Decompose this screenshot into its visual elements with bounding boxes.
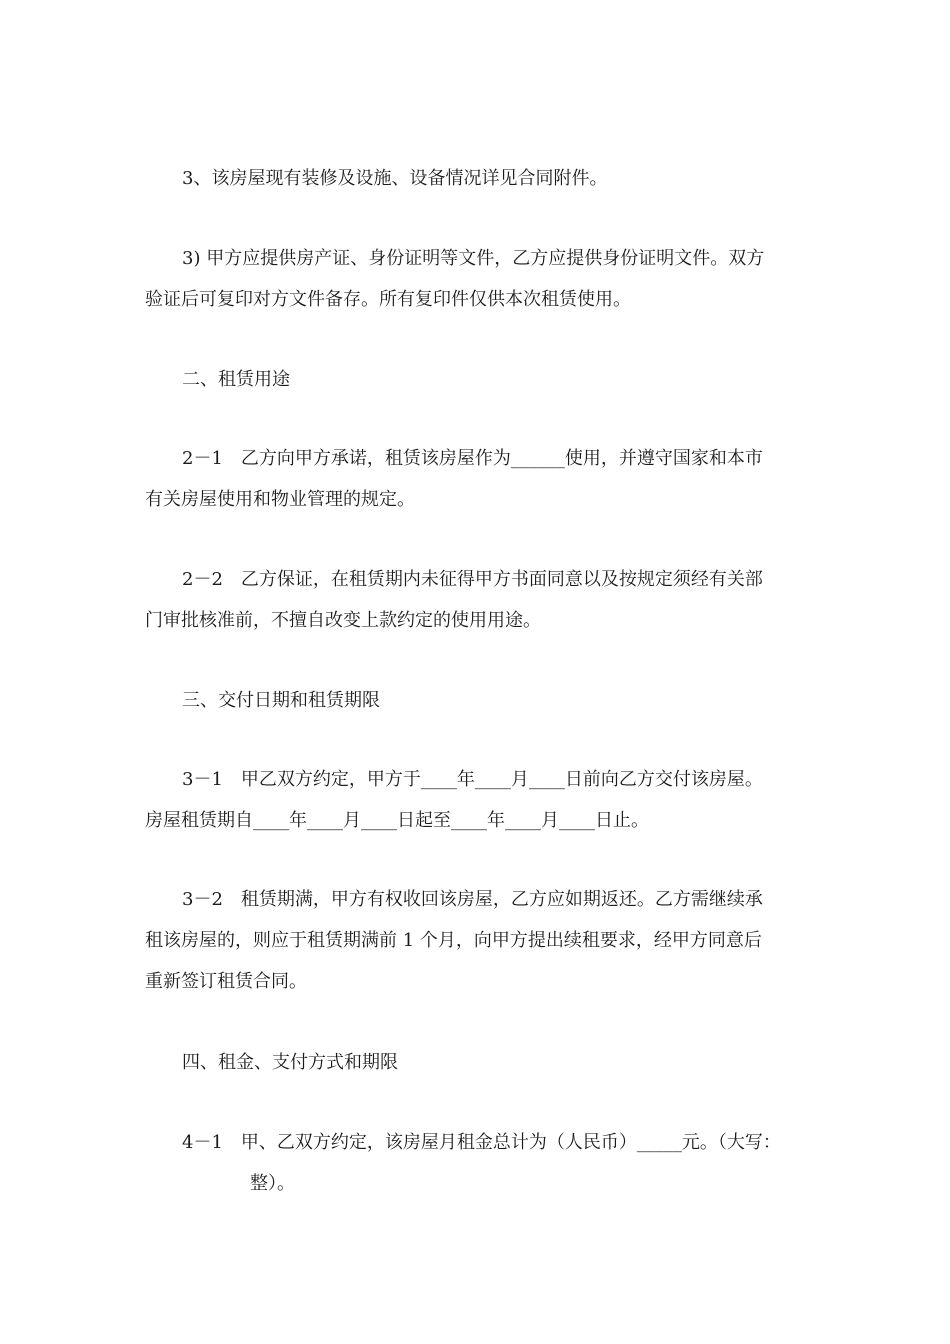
heading-text: 二、租赁用途: [182, 369, 290, 390]
text-line: 租该房屋的，则应于租赁期满前 1 个月，向甲方提出续租要求，经甲方同意后: [145, 930, 762, 951]
text-line: 整）。: [250, 1173, 295, 1194]
text-line: 有关房屋使用和物业管理的规定。: [145, 489, 415, 510]
text-line: 重新签订租赁合同。: [145, 971, 307, 992]
text-line: 3) 甲方应提供房产证、身份证明等文件，乙方应提供身份证明文件。双方: [182, 248, 765, 269]
text-line: 门审批核准前，不擅自改变上款约定的使用用途。: [145, 610, 541, 631]
clause-3-1: [145, 759, 825, 841]
text-line: 2－1 乙方向甲方承诺，租赁该房屋作为______使用，并遵守国家和本市: [182, 448, 763, 469]
text-line: 3－1 甲乙双方约定，甲方于____年____月____日前向乙方交付该房屋。: [182, 769, 763, 790]
text-line: 验证后可复印对方文件备存。所有复印件仅供本次租赁使用。: [145, 289, 631, 310]
text-line: 2－2 乙方保证，在租赁期内未征得甲方书面同意以及按规定须经有关部: [182, 569, 763, 590]
text-line: 房屋租赁期自____年____月____日起至____年____月____日止。: [145, 810, 649, 831]
clause-4-1: [145, 1122, 825, 1204]
section-heading-4: [145, 1042, 825, 1083]
heading-text: 三、交付日期和租赁期限: [182, 690, 380, 711]
clause-3-fixtures: [145, 158, 825, 199]
text-line: 3－2 租赁期满，甲方有权收回该房屋，乙方应如期返还。乙方需继续承: [182, 889, 763, 910]
section-heading-2: [145, 359, 825, 400]
clause-3-documents: [145, 238, 825, 320]
clause-3-2: [145, 879, 825, 1002]
section-heading-3: [145, 680, 825, 721]
heading-text: 四、租金、支付方式和期限: [182, 1052, 398, 1073]
clause-2-1: [145, 438, 825, 520]
text-line: 4－1 甲、乙双方约定，该房屋月租金总计为（人民币）_____元。（大写：: [182, 1132, 781, 1153]
text-line: 3、该房屋现有装修及设施、设备情况详见合同附件。: [182, 168, 608, 189]
clause-2-2: [145, 559, 825, 641]
